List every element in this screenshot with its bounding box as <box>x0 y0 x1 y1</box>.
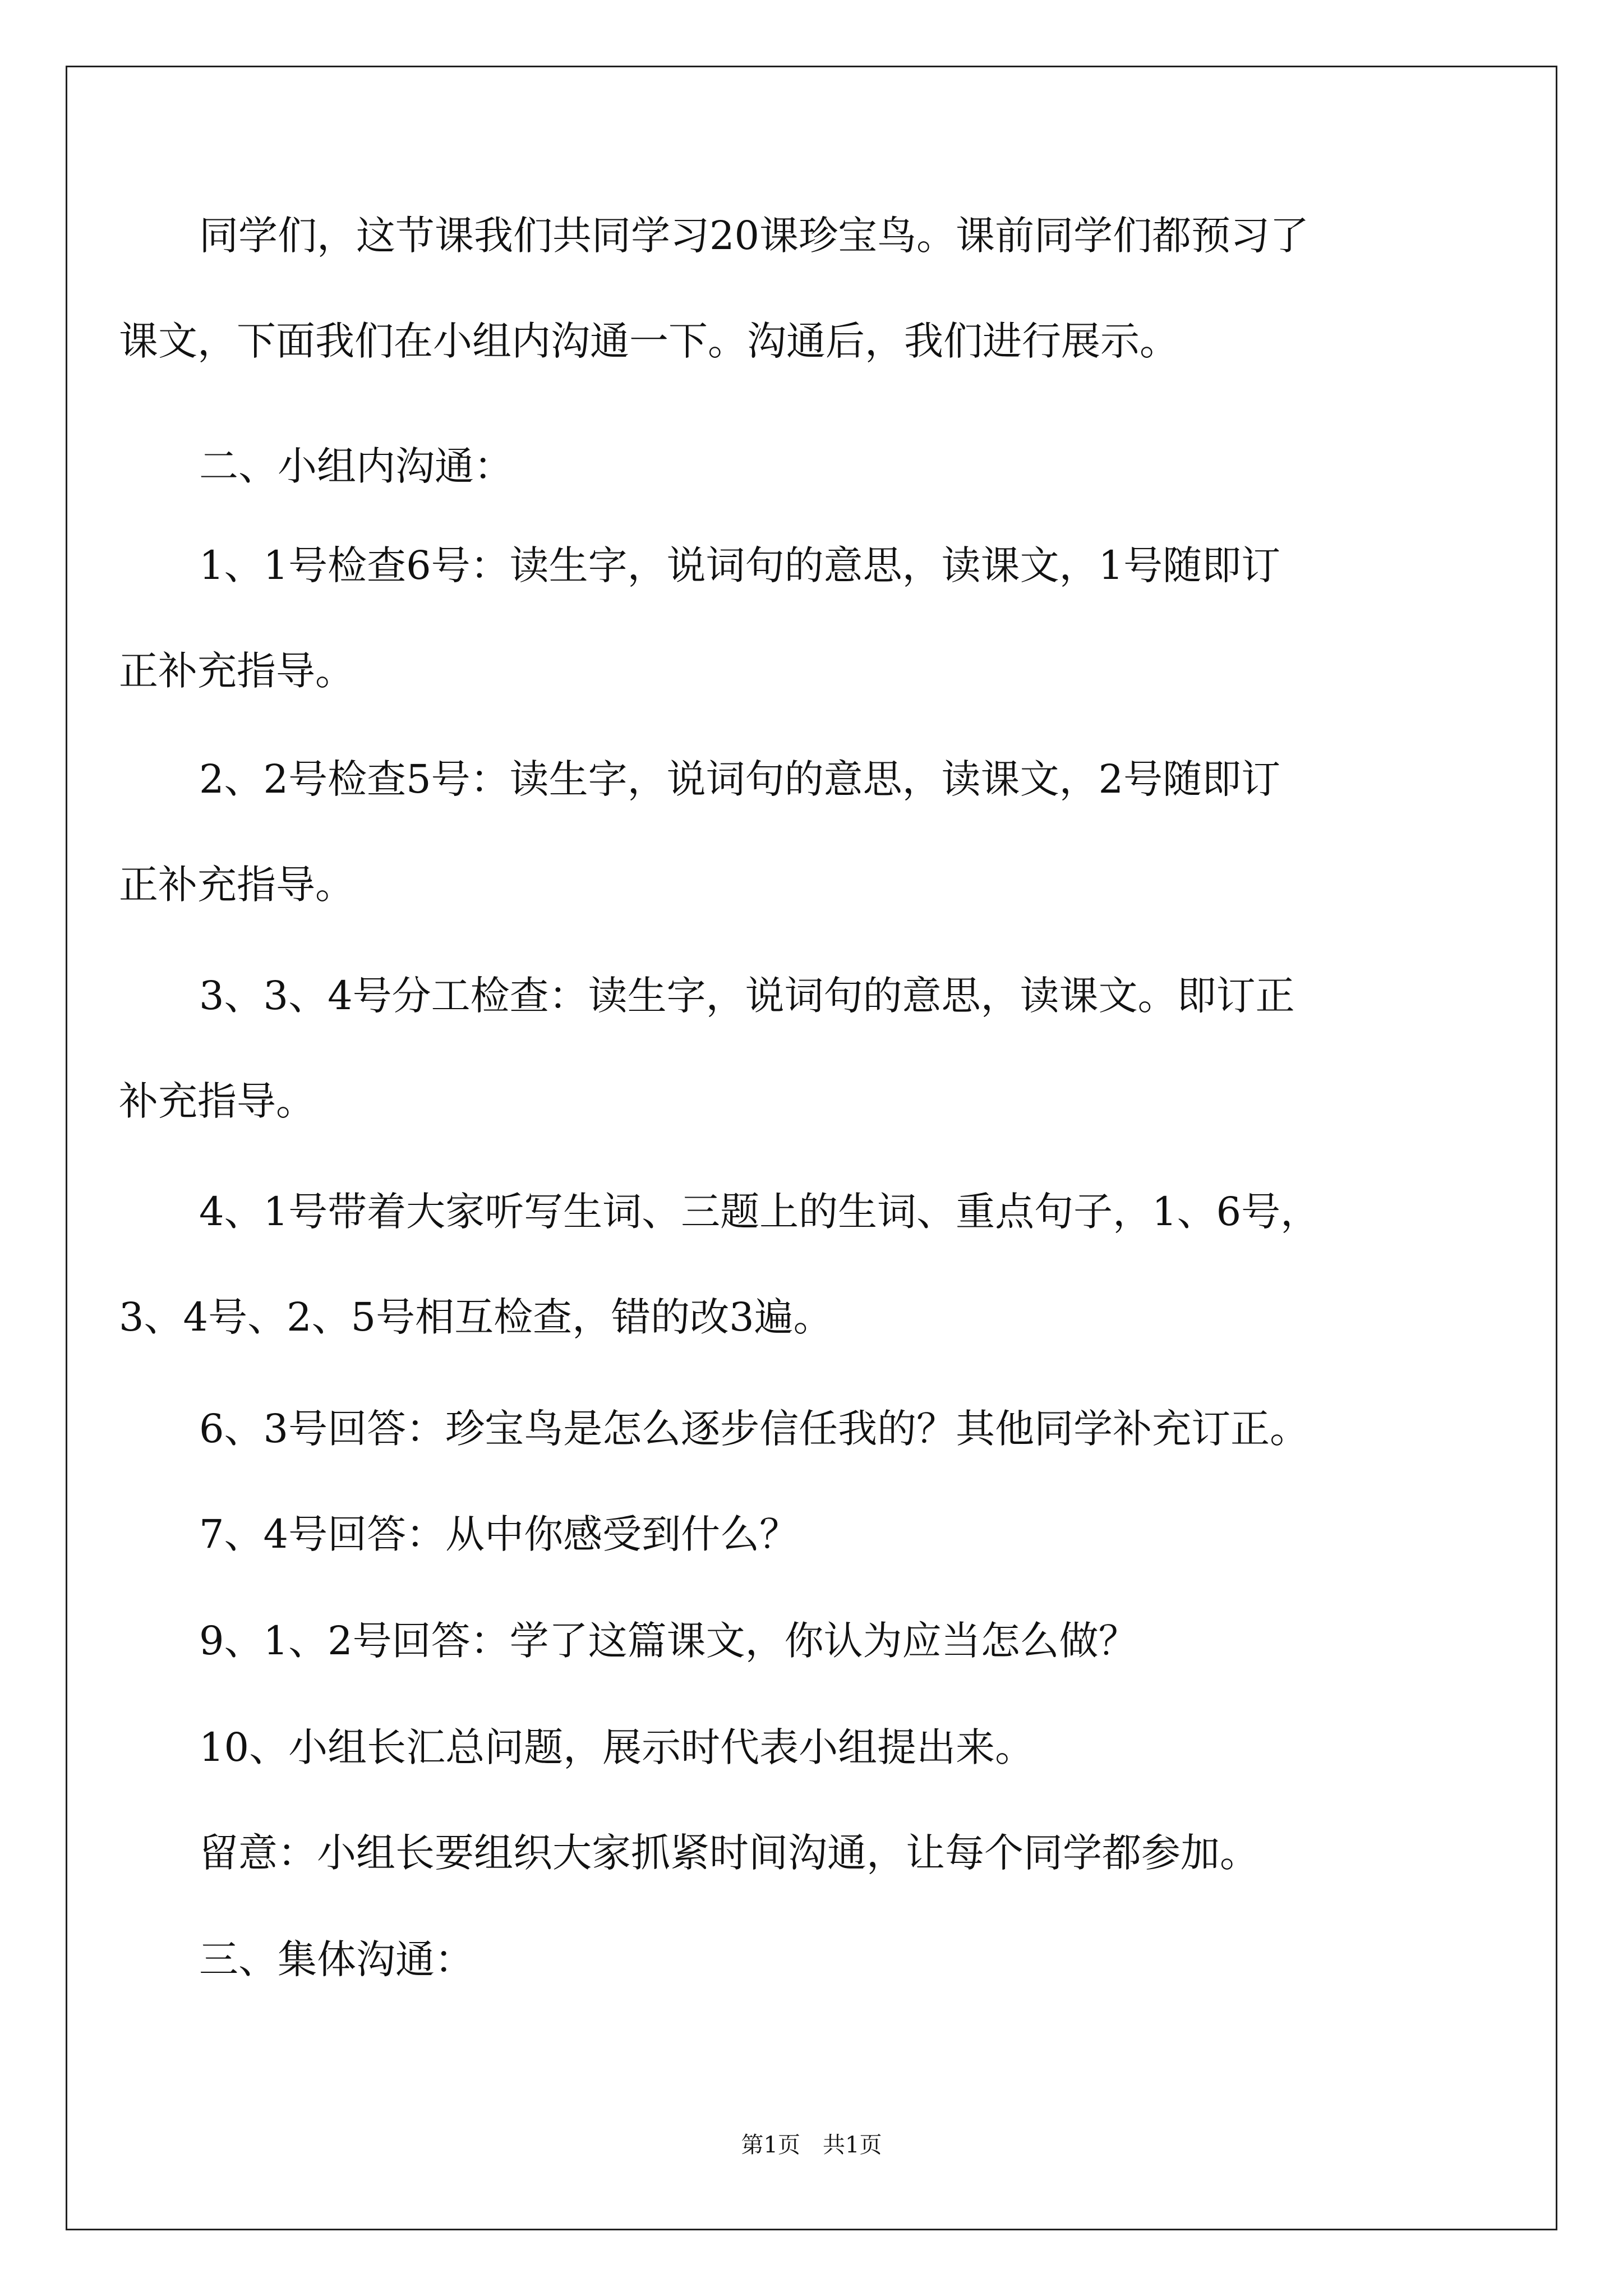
paragraph-line: 补充指导。 <box>119 1078 315 1124</box>
paragraph-item-10: 10、小组长汇总问题，展示时代表小组提出来。 <box>199 1724 1035 1770</box>
paragraph-note: 留意：小组长要组织大家抓紧时间沟通，让每个同学都参加。 <box>199 1830 1259 1876</box>
paragraph-item-7: 7、4号回答：从中你感受到什么？ <box>199 1511 799 1557</box>
paragraph-line: 课文，下面我们在小组内沟通一下。沟通后，我们进行展示。 <box>119 318 1179 364</box>
section-heading-group-discussion: 二、小组内沟通： <box>199 443 513 489</box>
paragraph-line: 4、1号带着大家听写生词、三题上的生词、重点句子，1、6号， <box>199 1189 1320 1235</box>
section-heading-collective: 三、集体沟通： <box>199 1936 474 1982</box>
paragraph-item-6: 6、3号回答：珍宝鸟是怎么逐步信任我的？其他同学补充订正。 <box>199 1406 1310 1452</box>
paragraph-item-9: 9、1、2号回答：学了这篇课文，你认为应当怎么做？ <box>199 1618 1138 1664</box>
paragraph-line: 正补充指导。 <box>119 862 354 908</box>
paragraph-line: 3、3、4号分工检查：读生字，说词句的意思，读课文。即订正 <box>199 973 1295 1019</box>
page-footer: 第1页 共1页 <box>741 2132 882 2158</box>
paragraph-line: 2、2号检查5号：读生字，说词句的意思，读课文，2号随即订 <box>199 756 1281 802</box>
page-border <box>66 66 1557 2230</box>
paragraph-line: 同学们，这节课我们共同学习20课珍宝鸟。课前同学们都预习了 <box>199 213 1310 259</box>
paragraph-line: 1、1号检查6号：读生字，说词句的意思，读课文，1号随即订 <box>199 542 1281 588</box>
paragraph-line: 正补充指导。 <box>119 648 354 694</box>
paragraph-line: 3、4号、2、5号相互检查，错的改3遍。 <box>119 1294 833 1340</box>
